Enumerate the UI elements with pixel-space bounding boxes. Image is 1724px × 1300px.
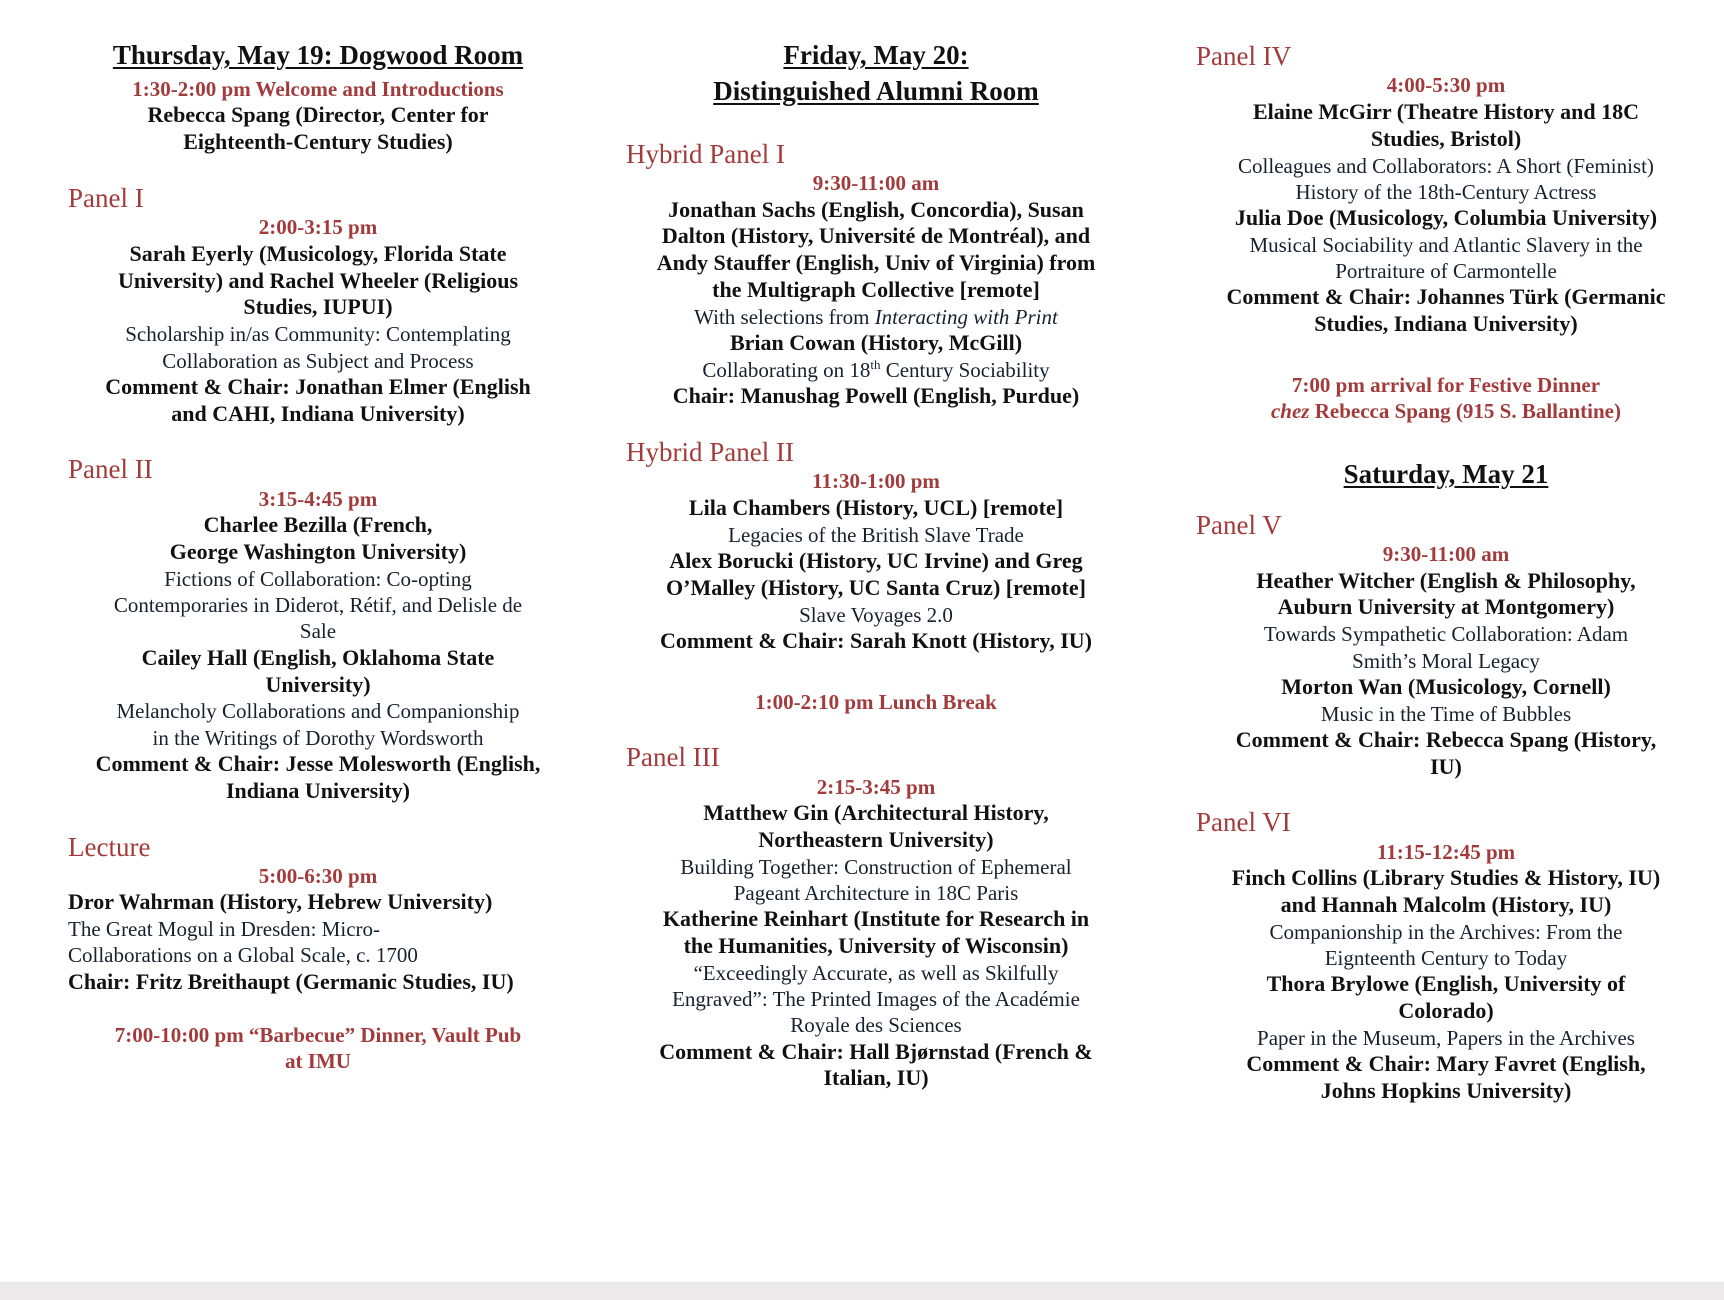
section-label-panel-5: Panel V	[1196, 509, 1282, 540]
hybrid-panel-1-person-1-line-2: Dalton (History, Université de Montréal), and	[661, 223, 1091, 249]
panel-4-paper-1-line-2: History of the 18th-Century Actress	[1295, 179, 1597, 204]
lecture-paper-line-1: The Great Mogul in Dresden: Micro-	[68, 917, 380, 942]
panel-3-paper-1-line-2: Pageant Architecture in 18C Paris	[733, 880, 1019, 905]
panel-5-person-1-line-1: Heather Witcher (English & Philosophy,	[1256, 567, 1636, 593]
section-label-panel-2: Panel II	[68, 454, 153, 485]
hybrid-panel-1-paper-1-title: Interacting with Print	[874, 304, 1058, 329]
panel-5-paper-2: Music in the Time of Bubbles	[1320, 701, 1572, 726]
page-bottom-bar	[0, 1282, 1724, 1300]
panel-5-chair-line-1: Comment & Chair: Rebecca Spang (History,	[1235, 726, 1657, 752]
panel-2-paper-2-line-2: in the Writings of Dorothy Wordsworth	[152, 725, 484, 750]
panel-2-paper-1-line-1: Fictions of Collaboration: Co-opting	[164, 566, 472, 591]
panel-1-person-1-line-2: University) and Rachel Wheeler (Religious	[117, 267, 519, 293]
panel-6-paper-2: Paper in the Museum, Papers in the Archives	[1257, 1026, 1635, 1051]
day-heading-saturday-text: Saturday, May 21	[1343, 458, 1549, 489]
panel-1-person-1-line-3: Studies, IUPUI)	[243, 294, 393, 320]
panel-4-chair-line-1: Comment & Chair: Johannes Türk (Germanic	[1226, 284, 1666, 310]
hybrid-panel-2-time: 11:30-1:00 pm	[812, 469, 940, 494]
panel-4-paper-1-line-1: Colleagues and Collaborators: A Short (Feminist)	[1238, 153, 1654, 178]
day-heading-friday-line-1-text: Friday, May 20:	[783, 40, 969, 70]
welcome-time-label: 1:30-2:00 pm Welcome and Introductions	[132, 76, 504, 101]
panel-5-time: 9:30-11:00 am	[1382, 542, 1510, 567]
lecture-chair: Chair: Fritz Breithaupt (Germanic Studies, IU)	[68, 968, 514, 994]
day-heading-thursday	[68, 40, 568, 72]
hybrid-panel-2-person-1: Lila Chambers (History, UCL) [remote]	[688, 494, 1064, 520]
panel-3-paper-2-line-1: “Exceedingly Accurate, as well as Skilfully	[693, 960, 1059, 985]
day-heading-friday-line-1	[626, 40, 1126, 72]
panel-2-person-2-line-2: University)	[265, 671, 371, 697]
barbecue-dinner-line-2: at IMU	[285, 1048, 351, 1073]
panel-6-person-1-line-2: and Hannah Malcolm (History, IU)	[1280, 892, 1612, 918]
panel-4-paper-2-line-1: Musical Sociability and Atlantic Slavery in the	[1249, 232, 1643, 257]
hybrid-panel-2-paper-1: Legacies of the British Slave Trade	[728, 522, 1024, 547]
panel-4-person-2: Julia Doe (Musicology, Columbia University)	[1234, 205, 1658, 230]
hybrid-panel-1-person-2: Brian Cowan (History, McGill)	[729, 330, 1023, 356]
panel-3-person-2-line-2: the Humanities, University of Wisconsin)	[683, 932, 1069, 958]
hybrid-panel-1-paper-1	[626, 304, 1126, 330]
section-label-panel-4: Panel IV	[1196, 41, 1292, 71]
welcome-speaker-line-2: Eighteenth-Century Studies)	[183, 129, 453, 155]
panel-1-person-1-line-1: Sarah Eyerly (Musicology, Florida State	[129, 240, 507, 266]
panel-3-person-1-line-2: Northeastern University)	[758, 826, 994, 852]
lunch-break-label: 1:00-2:10 pm Lunch Break	[755, 689, 997, 714]
panel-3-paper-2-line-3: Royale des Sciences	[790, 1013, 962, 1038]
panel-4-person-1-line-1: Elaine McGirr (Theatre History and 18C	[1253, 98, 1639, 124]
hybrid-panel-1-paper-2-prefix: Collaborating on 18	[702, 357, 871, 382]
hybrid-panel-1-person-1-line-1: Jonathan Sachs (English, Concordia), Susan	[668, 196, 1084, 222]
panel-5-person-2: Morton Wan (Musicology, Cornell)	[1281, 673, 1611, 699]
panel-6-person-2-line-1: Thora Brylowe (English, University of	[1266, 971, 1626, 997]
column-thursday	[40, 40, 568, 1074]
panel-2-person-2-line-1: Cailey Hall (English, Oklahoma State	[141, 644, 495, 670]
panel-1-chair-line-1: Comment & Chair: Jonathan Elmer (English	[105, 373, 531, 399]
panel-2-paper-2-line-1: Melancholy Collaborations and Companionship	[116, 699, 520, 724]
panel-6-chair-line-1: Comment & Chair: Mary Favret (English,	[1246, 1051, 1646, 1077]
hybrid-panel-2-person-2-line-1: Alex Borucki (History, UC Irvine) and Greg	[669, 547, 1083, 573]
panel-5-chair-line-2: IU)	[1430, 753, 1462, 779]
hybrid-panel-1-paper-2	[626, 357, 1126, 383]
panel-2-chair-line-2: Indiana University)	[226, 777, 410, 803]
panel-3-person-1-line-1: Matthew Gin (Architectural History,	[703, 799, 1049, 825]
panel-4-person-1-line-2: Studies, Bristol)	[1370, 125, 1522, 151]
panel-5-paper-1-line-1: Towards Sympathetic Collaboration: Adam	[1263, 622, 1629, 647]
section-label-hybrid-panel-2: Hybrid Panel II	[626, 437, 794, 468]
panel-2-time: 3:15-4:45 pm	[258, 486, 378, 511]
panel-2-paper-1-line-2: Contemporaries in Diderot, Rétif, and Delisle de	[113, 593, 523, 618]
panel-2-chair-line-1: Comment & Chair: Jesse Molesworth (English,	[95, 750, 541, 776]
section-label-lecture: Lecture	[68, 831, 151, 862]
hybrid-panel-1-person-1-line-4: the Multigraph Collective [remote]	[712, 277, 1040, 303]
panel-3-chair-line-2: Italian, IU)	[823, 1065, 929, 1091]
program-columns	[40, 40, 1684, 1105]
panel-1-time: 2:00-3:15 pm	[258, 215, 378, 240]
barbecue-dinner-line-1: 7:00-10:00 pm “Barbecue” Dinner, Vault Pub	[114, 1022, 522, 1047]
panel-6-person-1-line-1: Finch Collins (Library Studies & History, IU)	[1231, 865, 1661, 891]
day-heading-friday-line-2	[626, 76, 1126, 108]
hybrid-panel-1-person-1-line-3: Andy Stauffer (English, Univ of Virginia) from	[656, 250, 1096, 276]
lecture-time: 5:00-6:30 pm	[258, 863, 378, 888]
section-label-panel-1: Panel I	[68, 182, 144, 213]
hybrid-panel-1-time: 9:30-11:00 am	[812, 171, 940, 196]
column-saturday	[1166, 40, 1696, 1105]
panel-4-time: 4:00-5:30 pm	[1386, 73, 1506, 98]
festive-dinner-chez: chez	[1270, 399, 1310, 424]
hybrid-panel-2-paper-2: Slave Voyages 2.0	[799, 602, 953, 627]
panel-1-paper-1-line-2: Collaboration as Subject and Process	[162, 348, 474, 373]
hybrid-panel-1-paper-2-suffix: Century Sociability	[880, 357, 1050, 382]
section-label-panel-3: Panel III	[626, 742, 720, 773]
panel-6-paper-1-line-1: Companionship in the Archives: From the	[1269, 919, 1623, 944]
panel-3-chair-line-1: Comment & Chair: Hall Bjørnstad (French &	[659, 1038, 1093, 1064]
festive-dinner-line-1: 7:00 pm arrival for Festive Dinner	[1291, 372, 1601, 397]
lecture-speaker: Dror Wahrman (History, Hebrew University)	[68, 889, 493, 915]
hybrid-panel-1-paper-1-prefix: With selections from	[694, 304, 875, 329]
hybrid-panel-1-paper-2-superscript: th	[870, 356, 881, 372]
section-label-hybrid-panel-1: Hybrid Panel I	[626, 138, 785, 169]
hybrid-panel-1-chair: Chair: Manushag Powell (English, Purdue)	[672, 383, 1080, 409]
panel-1-chair-line-2: and CAHI, Indiana University)	[171, 400, 465, 426]
panel-3-time: 2:15-3:45 pm	[816, 774, 936, 799]
panel-3-person-2-line-1: Katherine Reinhart (Institute for Research in	[662, 906, 1090, 932]
festive-dinner-location: Rebecca Spang (915 S. Ballantine)	[1309, 399, 1621, 424]
day-heading-thursday-text: Thursday, May 19: Dogwood Room	[112, 40, 524, 70]
panel-3-paper-2-line-2: Engraved”: The Printed Images of the Académie	[672, 987, 1080, 1012]
column-friday	[608, 40, 1126, 1092]
hybrid-panel-2-chair: Comment & Chair: Sarah Knott (History, IU)	[659, 627, 1093, 653]
day-heading-friday-line-2-text: Distinguished Alumni Room	[713, 75, 1039, 106]
panel-5-paper-1-line-2: Smith’s Moral Legacy	[1352, 648, 1540, 673]
panel-4-chair-line-2: Studies, Indiana University)	[1314, 311, 1578, 337]
section-label-panel-6: Panel VI	[1196, 807, 1291, 838]
panel-6-time: 11:15-12:45 pm	[1376, 839, 1516, 864]
panel-2-paper-1-line-3: Sale	[299, 619, 337, 644]
day-heading-saturday	[1196, 459, 1696, 491]
panel-6-chair-line-2: Johns Hopkins University)	[1320, 1078, 1572, 1104]
panel-6-person-2-line-2: Colorado)	[1398, 998, 1494, 1024]
panel-3-paper-1-line-1: Building Together: Construction of Ephemeral	[680, 854, 1072, 879]
panel-1-paper-1-line-1: Scholarship in/as Community: Contemplating	[125, 322, 511, 347]
panel-4-paper-2-line-2: Portraiture of Carmontelle	[1335, 259, 1557, 284]
panel-2-person-1-line-2: George Washington University)	[169, 539, 467, 565]
welcome-speaker-line-1: Rebecca Spang (Director, Center for	[147, 102, 489, 128]
lecture-paper-line-2: Collaborations on a Global Scale, c. 1700	[68, 943, 418, 968]
panel-6-paper-1-line-2: Eignteenth Century to Today	[1324, 946, 1568, 971]
panel-2-person-1-line-1: Charlee Bezilla (French,	[203, 512, 433, 538]
hybrid-panel-2-person-2-line-2: O’Malley (History, UC Santa Cruz) [remote]	[666, 574, 1086, 600]
panel-5-person-1-line-2: Auburn University at Montgomery)	[1277, 594, 1615, 620]
festive-dinner-line-2	[1196, 398, 1696, 424]
